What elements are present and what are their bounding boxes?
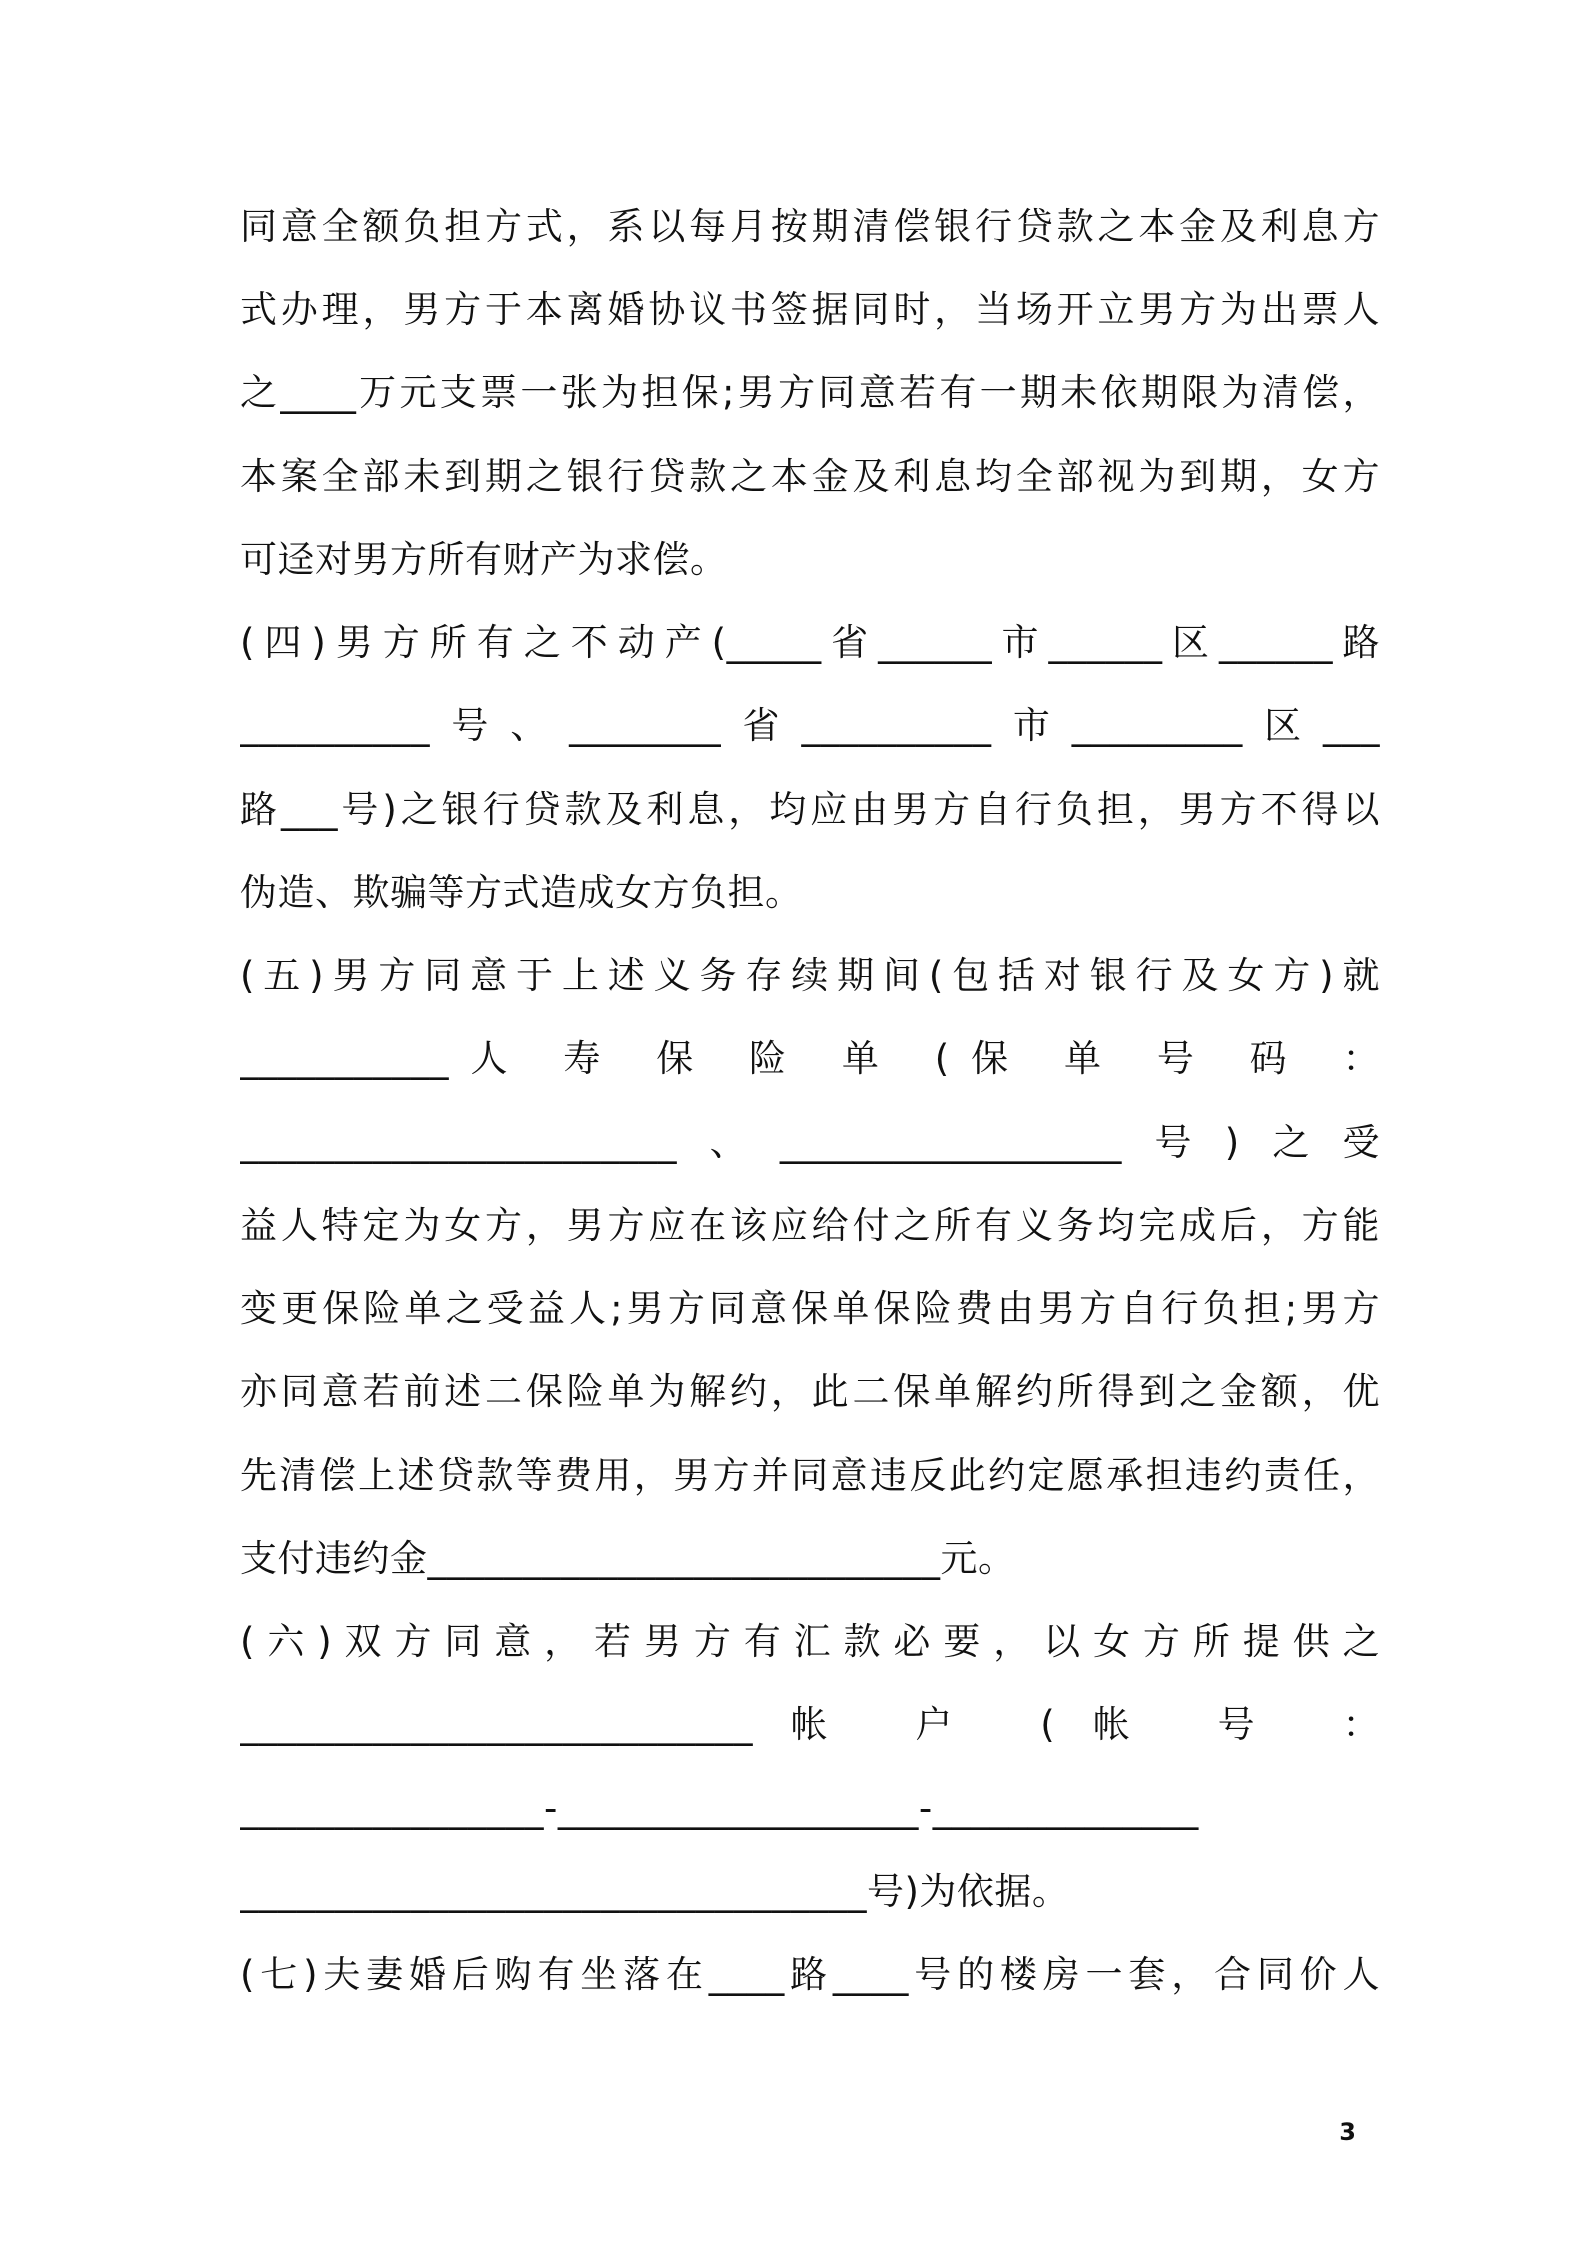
text-line: 路___号)之银行贷款及利息，均应由男方自行负担，男方不得以	[240, 788, 1380, 831]
text-line: 本案全部未到期之银行贷款之本金及利息均全部视为到期，女方	[240, 455, 1380, 498]
text-line: _______________________、__________________号)之受	[240, 1121, 1380, 1164]
text-line: (六)双方同意，若男方有汇款必要，以女方所提供之	[240, 1620, 1380, 1663]
text-line: ________________-___________________-______________	[240, 1787, 1199, 1830]
text-line: 益人特定为女方，男方应在该应给付之所有义务均完成后，方能	[240, 1204, 1380, 1247]
text-line: 之____万元支票一张为担保;男方同意若有一期未依期限为清偿，	[240, 371, 1380, 414]
page-number: 3	[1339, 2118, 1356, 2146]
text-line: 式办理，男方于本离婚协议书签据同时，当场开立男方为出票人	[240, 288, 1380, 331]
text-line: ___________________________帐 户 (帐 号 ：	[240, 1703, 1380, 1746]
text-line: (五)男方同意于上述义务存续期间(包括对银行及女方)就	[240, 954, 1380, 997]
text-line: 亦同意若前述二保险单为解约，此二保单解约所得到之金额，优	[240, 1370, 1380, 1413]
text-line: (四)男方所有之不动产(_____省______市______区______路	[240, 621, 1380, 664]
text-line: 先清偿上述贷款等费用，男方并同意违反此约定愿承担违约责任，	[240, 1454, 1380, 1497]
text-line: 伪造、欺骗等方式造成女方负担。	[240, 871, 803, 914]
text-line: 可迳对男方所有财产为求偿。	[240, 538, 728, 581]
text-line: (七)夫妻婚后购有坐落在____路____号的楼房一套，合同价人	[240, 1953, 1380, 1996]
text-line: 变更保险单之受益人;男方同意保单保险费由男方自行负担;男方	[240, 1287, 1380, 1330]
text-line: __________号、________省__________市_________区___	[240, 704, 1380, 747]
text-line: 支付违约金___________________________元。	[240, 1537, 1016, 1580]
text-line: 同意全额负担方式，系以每月按期清偿银行贷款之本金及利息方	[240, 205, 1380, 248]
text-line: ___________人 寿 保 险 单 (保 单 号 码 ：	[240, 1037, 1380, 1080]
text-line: _________________________________号)为依据。	[240, 1870, 1070, 1913]
